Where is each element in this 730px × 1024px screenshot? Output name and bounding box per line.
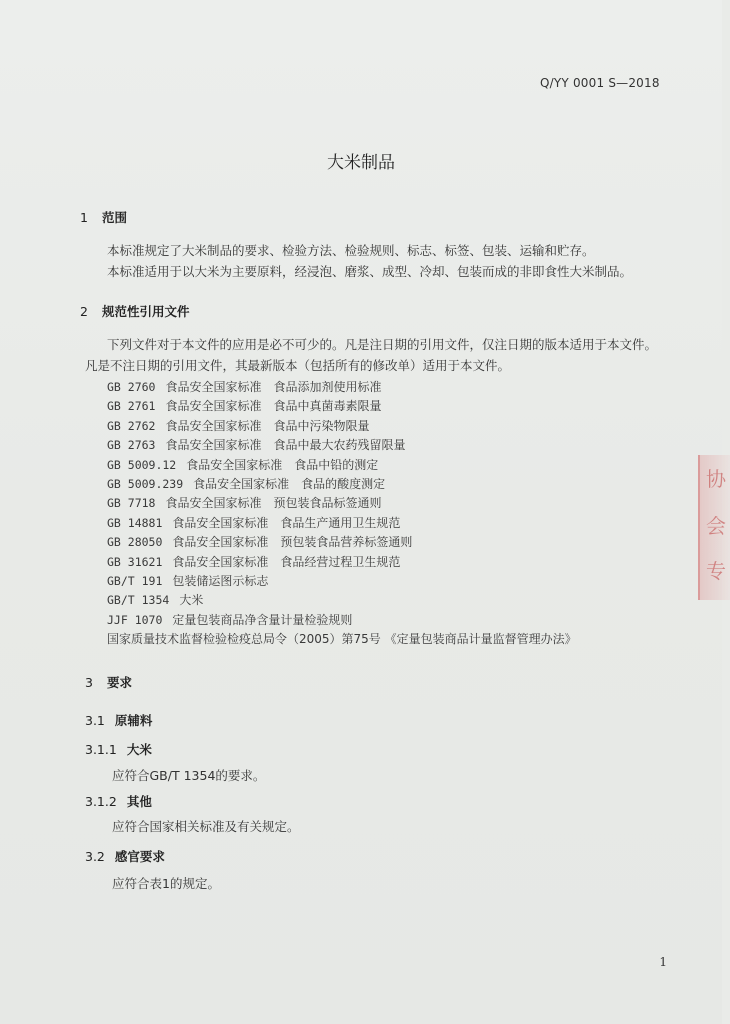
reference-code: GB 2762	[107, 418, 156, 433]
section-2-heading	[80, 302, 189, 320]
section-number: 3.1.2	[85, 794, 117, 809]
section-number: 3.2	[85, 849, 105, 864]
stamp-char: 专	[706, 559, 726, 583]
scope-paragraph-2: 本标准适用于以大米为主要原料，经浸泡、磨浆、成型、冷却、包装而成的非即食性大米制品。	[107, 264, 633, 279]
reference-title: 食品安全国家标准 食品添加剂使用标准	[165, 380, 382, 394]
reference-code: GB 31621	[107, 554, 163, 569]
section-title: 感官要求	[114, 849, 165, 864]
reference-item	[107, 611, 352, 628]
reference-item	[107, 533, 412, 550]
references-intro-line-1: 下列文件对于本文件的应用是必不可少的。凡是注日期的引用文件，仅注日期的版本适用于本文件。	[107, 337, 658, 352]
section-title: 原辅料	[114, 713, 153, 728]
section-number: 3	[85, 675, 93, 690]
reference-title: 国家质量技术监督检验检疫总局令（2005）第75号 《定量包装商品计量监督管理办法》	[107, 632, 577, 647]
section-3-1-2-text: 应符合国家相关标准及有关规定。	[112, 819, 300, 834]
section-3-1-2-heading	[85, 792, 152, 810]
section-1-heading	[80, 208, 127, 226]
reference-item	[107, 514, 400, 531]
section-number: 2	[80, 304, 88, 319]
stamp-char: 会	[706, 514, 726, 538]
reference-title: 大米	[179, 593, 204, 608]
reference-code: GB 2763	[107, 438, 156, 453]
reference-title: 食品安全国家标准 食品中铅的测定	[186, 457, 379, 472]
reference-item	[107, 572, 268, 589]
section-3-2-heading	[85, 847, 165, 865]
reference-item	[107, 436, 405, 453]
reference-code: GB 5009.239	[107, 477, 184, 491]
reference-title: 定量包装商品净含量计量检验规则	[172, 612, 353, 627]
reference-title: 食品安全国家标准 食品的酸度测定	[193, 477, 386, 491]
section-title: 其他	[126, 794, 152, 809]
reference-title: 食品安全国家标准 食品中最大农药残留限量	[165, 438, 406, 453]
reference-title: 包装储运图示标志	[172, 574, 269, 588]
reference-item	[107, 378, 381, 395]
section-number: 3.1	[85, 713, 105, 728]
section-title: 范围	[101, 210, 127, 225]
reference-title: 食品安全国家标准 食品中污染物限量	[165, 418, 370, 433]
reference-code: GB 2761	[107, 399, 156, 414]
reference-item	[107, 397, 381, 414]
reference-title: 食品安全国家标准 预包装食品营养标签通则	[172, 535, 413, 550]
reference-code: GB 2760	[107, 380, 156, 394]
reference-code: GB 14881	[107, 515, 163, 530]
references-intro-line-2: 凡是不注日期的引用文件，其最新版本（包括所有的修改单）适用于本文件。	[85, 358, 511, 373]
reference-code: JJF 1070	[107, 612, 163, 627]
reference-title: 食品安全国家标准 食品经营过程卫生规范	[172, 554, 401, 569]
scope-paragraph-1: 本标准规定了大米制品的要求、检验方法、检验规则、标志、标签、包装、运输和贮存。	[107, 243, 595, 258]
reference-item	[107, 417, 369, 434]
reference-code: GB/T 1354	[107, 593, 170, 608]
reference-title: 食品安全国家标准 预包装食品标签通则	[165, 496, 382, 511]
section-3-2-text: 应符合表1的规定。	[112, 876, 220, 891]
reference-title: 食品安全国家标准 食品中真菌毒素限量	[165, 399, 382, 414]
reference-item	[107, 456, 378, 473]
reference-code: GB 7718	[107, 496, 156, 511]
section-title: 大米	[126, 742, 152, 757]
reference-item	[107, 630, 577, 647]
section-number: 1	[80, 210, 88, 225]
section-3-heading	[85, 673, 132, 691]
section-3-1-1-text: 应符合GB/T 1354的要求。	[112, 768, 266, 783]
reference-title: 食品安全国家标准 食品生产通用卫生规范	[172, 515, 401, 530]
reference-item	[107, 591, 203, 608]
reference-item	[107, 494, 381, 511]
section-3-1-heading	[85, 711, 152, 729]
seal-stamp-fragment	[698, 455, 730, 600]
section-title: 要求	[106, 675, 132, 690]
page-number: 1	[659, 955, 667, 969]
stamp-char: 协	[706, 467, 726, 491]
reference-code: GB 28050	[107, 535, 163, 550]
section-title: 规范性引用文件	[101, 304, 190, 319]
document-title: 大米制品	[327, 153, 395, 173]
reference-item	[107, 475, 385, 492]
standard-code: Q/YY 0001 S—2018	[540, 76, 660, 90]
reference-code: GB/T 191	[107, 574, 163, 588]
reference-code: GB 5009.12	[107, 457, 177, 472]
section-number: 3.1.1	[85, 742, 117, 757]
reference-item	[107, 553, 400, 570]
section-3-1-1-heading	[85, 740, 152, 758]
